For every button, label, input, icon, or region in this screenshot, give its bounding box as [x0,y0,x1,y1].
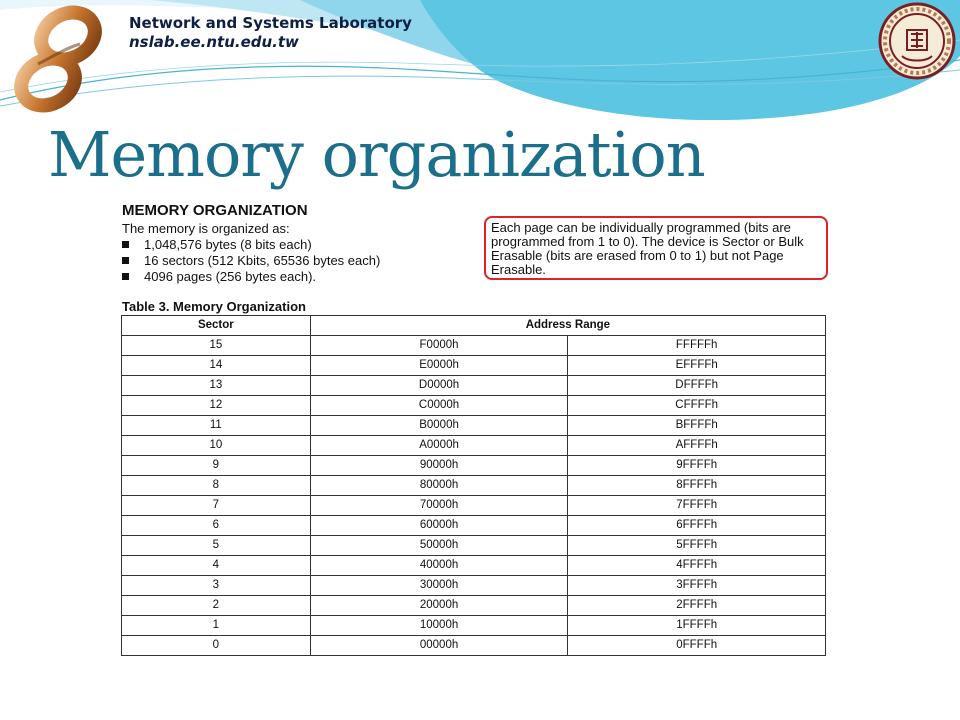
bullet-square-icon [122,257,129,264]
sector-cell: 15 [122,336,311,356]
bullet-text: 1,048,576 bytes (8 bits each) [144,237,312,252]
bullet-square-icon [122,273,129,280]
sector-cell: 4 [122,556,311,576]
start-address-cell: F0000h [310,336,568,356]
table-row [122,396,826,416]
sector-cell: 11 [122,416,311,436]
table-row [122,636,826,656]
table-row [122,456,826,476]
start-address-cell: 60000h [310,516,568,536]
sector-cell: 7 [122,496,311,516]
university-seal-icon [878,2,956,80]
header-address-range: Address Range [310,316,825,336]
start-address-cell: B0000h [310,416,568,436]
end-address-cell: 0FFFFh [568,636,826,656]
table-row [122,556,826,576]
table-row [122,616,826,636]
infinity-logo-icon [8,4,112,116]
sector-cell: 5 [122,536,311,556]
table-row [122,576,826,596]
end-address-cell: 2FFFFh [568,596,826,616]
table-caption: Table 3. Memory Organization [122,299,306,314]
end-address-cell: CFFFFh [568,396,826,416]
end-address-cell: EFFFFh [568,356,826,376]
table-row [122,436,826,456]
table-row [122,496,826,516]
lab-name: Network and Systems Laboratory [129,14,412,32]
end-address-cell: FFFFFh [568,336,826,356]
document-heading: MEMORY ORGANIZATION [122,202,308,219]
sector-cell: 8 [122,476,311,496]
bullet-square-icon [122,241,129,248]
table-row [122,416,826,436]
table-header-row [122,316,826,336]
memory-organization-table [121,315,826,656]
table-row [122,356,826,376]
start-address-cell: 50000h [310,536,568,556]
end-address-cell: 7FFFFh [568,496,826,516]
table-row [122,336,826,356]
end-address-cell: 8FFFFh [568,476,826,496]
end-address-cell: BFFFFh [568,416,826,436]
end-address-cell: 9FFFFh [568,456,826,476]
start-address-cell: 70000h [310,496,568,516]
end-address-cell: 3FFFFh [568,576,826,596]
table-body [122,336,826,656]
end-address-cell: 5FFFFh [568,536,826,556]
start-address-cell: 20000h [310,596,568,616]
table-row [122,476,826,496]
start-address-cell: A0000h [310,436,568,456]
slide-title: Memory organization [48,118,705,191]
table-row [122,516,826,536]
sector-cell: 6 [122,516,311,536]
sector-cell: 10 [122,436,311,456]
sector-cell: 3 [122,576,311,596]
sector-cell: 14 [122,356,311,376]
end-address-cell: DFFFFh [568,376,826,396]
lab-url: nslab.ee.ntu.edu.tw [129,33,299,51]
sector-cell: 1 [122,616,311,636]
start-address-cell: 30000h [310,576,568,596]
table-row [122,376,826,396]
start-address-cell: E0000h [310,356,568,376]
end-address-cell: 6FFFFh [568,516,826,536]
end-address-cell: 4FFFFh [568,556,826,576]
start-address-cell: 80000h [310,476,568,496]
list-item [122,253,380,269]
start-address-cell: 10000h [310,616,568,636]
end-address-cell: AFFFFh [568,436,826,456]
sector-cell: 9 [122,456,311,476]
erase-note-callout: Each page can be individually programmed (bits are programmed from 1 to 0). The device is Sector or Bulk Erasable (bits are erased from 0 to 1) but not Page Erasable. [484,216,828,280]
sector-cell: 0 [122,636,311,656]
sector-cell: 2 [122,596,311,616]
table-row [122,536,826,556]
bullet-list [122,237,380,285]
end-address-cell: 1FFFFh [568,616,826,636]
list-item [122,269,380,285]
start-address-cell: C0000h [310,396,568,416]
start-address-cell: D0000h [310,376,568,396]
header-sector: Sector [122,316,311,336]
list-item [122,237,380,253]
bullet-text: 16 sectors (512 Kbits, 65536 bytes each) [144,253,381,268]
document-intro: The memory is organized as: [122,221,290,236]
start-address-cell: 00000h [310,636,568,656]
bullet-text: 4096 pages (256 bytes each). [144,269,317,284]
table-row [122,596,826,616]
start-address-cell: 90000h [310,456,568,476]
sector-cell: 13 [122,376,311,396]
sector-cell: 12 [122,396,311,416]
start-address-cell: 40000h [310,556,568,576]
